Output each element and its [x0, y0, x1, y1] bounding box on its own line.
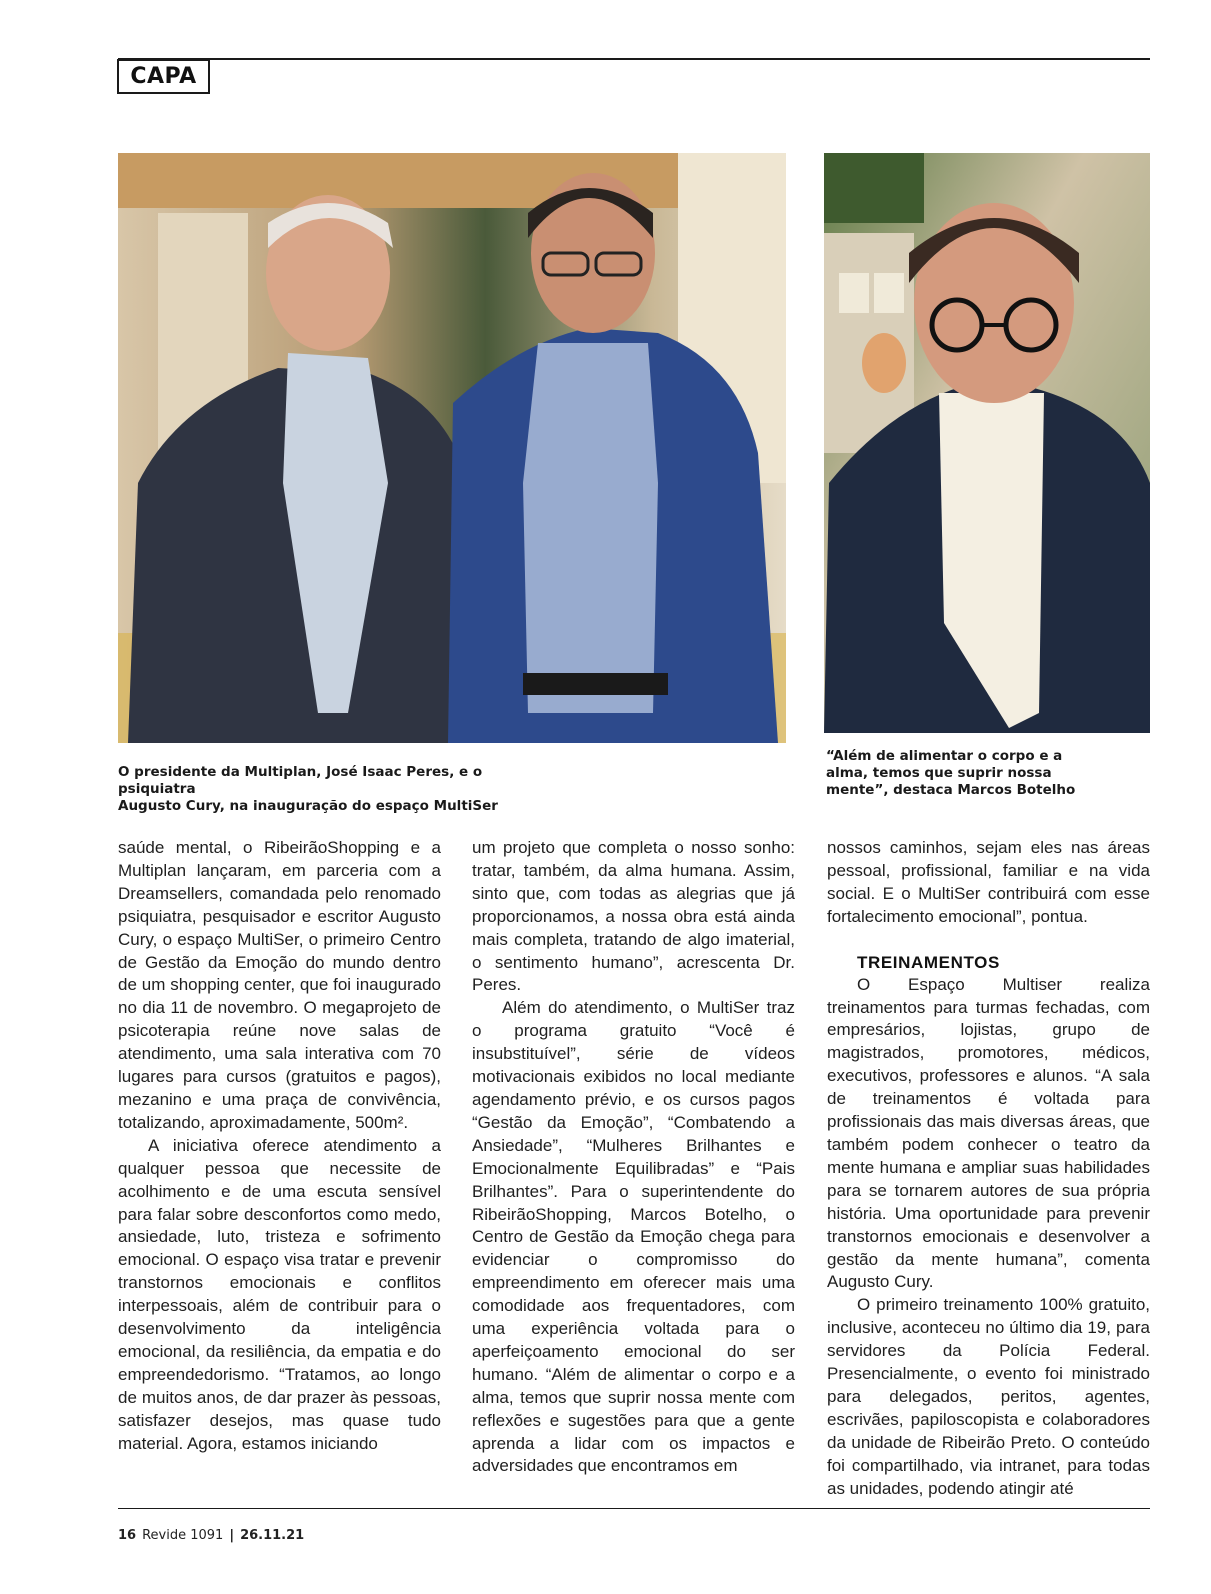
page-footer: [118, 1528, 304, 1543]
issue-date: 26.11.21: [240, 1528, 305, 1543]
paragraph: nossos caminhos, sejam eles nas áreas pessoal, profissional, familiar e na vida social. E o MultiSer contribuirá com esse fortalecimento emocional”, pontua.: [827, 838, 1150, 926]
magazine-issue: Revide 1091: [142, 1528, 224, 1543]
caption-side-line: alma, temos que suprir nossa: [826, 765, 1052, 781]
caption-side-line: “Além de alimentar o corpo e a: [826, 748, 1063, 764]
footer-separator: |: [229, 1528, 235, 1543]
paragraph: O Espaço Multiser realiza treinamentos para turmas fechadas, com empresários, lojistas, grupo de magistrados, promotores, médicos, executivos, professores e alunos. “A sala de treinamentos é voltada para profissionais das mais diversas áreas, que também podem conhecer o teatro da mente humana e ampliar suas habilidades para se tornarem autores de sua própria história. Uma oportunidade para prevenir transtornos emocionais e desenvolver a gestão da mente humana”, comenta Augusto Cury.: [827, 974, 1150, 1292]
caption-main-line: O presidente da Multiplan, José Isaac Peres, e o psiquiatra: [118, 764, 483, 797]
caption-side: [826, 748, 1076, 799]
paragraph: Além do atendimento, o MultiSer traz o programa gratuito “Você é insubstituível”, série de vídeos motivacionais exibidos no local mediante agendamento prévio, e os cursos pagos “Gestão da Emoção”, “Combatendo a Ansiedade”, “Mulheres Brilhantes e Emocionalmente Equilibradas” e “Pais Brilhantes”. Para o superintendente do RibeirãoShopping, Marcos Botelho, o Centro de Gestão da Emoção chega para evidenciar o compromisso do empreendimento em oferecer mais uma comodidade aos frequentadores, com uma experiência voltada para o aperfeiçoamento emocional do ser humano. “Além de alimentar o corpo e a alma, temos que suprir nossa mente com reflexões e sugestões para que a gente aprenda a lidar com os impactos e adversidades que encontramos em: [472, 998, 795, 1476]
caption-side-line: mente”, destaca Marcos Botelho: [826, 782, 1076, 798]
bottom-rule: [118, 1508, 1150, 1509]
paragraph: O primeiro treinamento 100% gratuito, inclusive, aconteceu no último dia 19, para servidores da Polícia Federal. Presencialmente, o evento foi ministrado para delegados, peritos, agentes, escrivães, papiloscopista e colaboradores da unidade de Ribeirão Preto. O conteúdo foi compartilhado, via intranet, para todas as unidades, podendo atingir até: [827, 1295, 1150, 1498]
article-column-3: [827, 837, 1150, 1500]
caption-main: [118, 764, 558, 815]
paragraph: A iniciativa oferece atendimento a qualquer pessoa que necessite de acolhimento e de uma escuta sensível para falar sobre desconfortos como medo, ansiedade, luto, tristeza e sofrimento emocional. O espaço visa tratar e prevenir transtornos emocionais e conflitos interpessoais, além de contribuir para o desenvolvimento da inteligência emocional, da resiliência, da empatia e do empreendedorismo. “Tratamos, ao longo de muitos anos, de dar prazer às pessoas, satisfazer desejos, mas quase tudo material. Agora, estamos iniciando: [118, 1135, 441, 1453]
article-column-1: [118, 837, 441, 1455]
photo-side: [824, 153, 1150, 733]
photo-main: [118, 153, 786, 743]
top-rule: [118, 58, 1150, 60]
paragraph: saúde mental, o RibeirãoShopping e a Multiplan lançaram, em parceria com a Dreamsellers, comandada pelo renomado psiquiatra, pesquisador e escritor Augusto Cury, o espaço MultiSer, o primeiro Centro de Gestão da Emoção do mundo dentro de um shopping center, que foi inaugurado no dia 11 de novembro. O megaprojeto de psicoterapia reúne nove salas de atendimento, uma sala interativa com 70 lugares para cursos (gratuitos e pagos), mezanino e uma praça de convivência, totalizando, aproximadamente, 500m².: [118, 838, 441, 1132]
section-label: CAPA: [117, 59, 210, 94]
article-column-2: [472, 837, 795, 1478]
page-number: 16: [118, 1528, 137, 1543]
subheading: TREINAMENTOS: [857, 952, 1000, 972]
caption-main-line: Augusto Cury, na inauguração do espaço MultiSer: [118, 798, 498, 814]
paragraph: um projeto que completa o nosso sonho: tratar, também, da alma humana. Assim, sinto que, com todas as alegrias que já proporcionamos, a nossa obra está ainda mais completa, tratando de algo imaterial, o sentimento humano”, acrescenta Dr. Peres.: [472, 838, 795, 995]
